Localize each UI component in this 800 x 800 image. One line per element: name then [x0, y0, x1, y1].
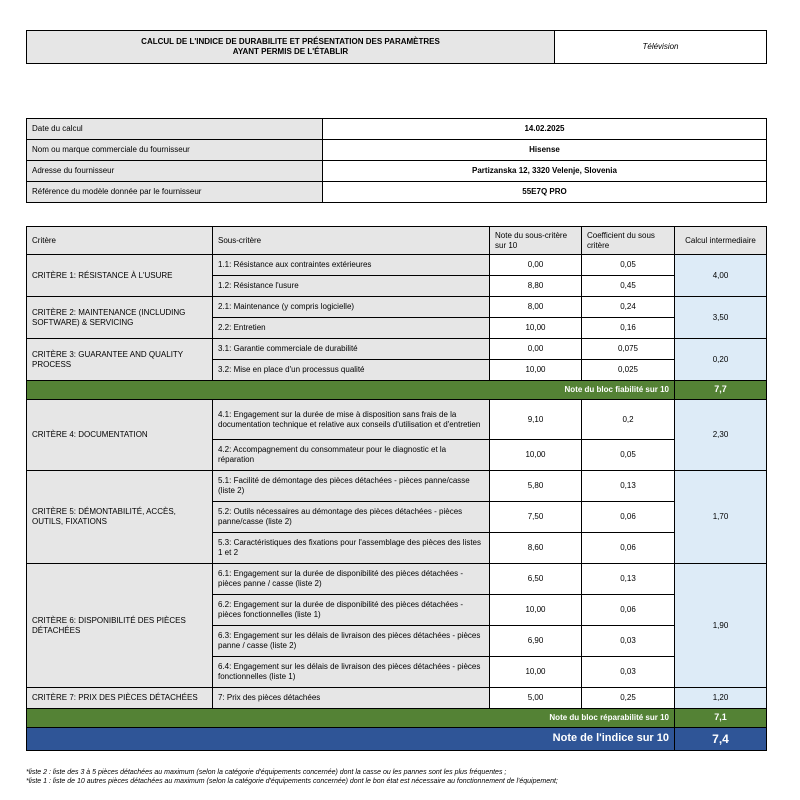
sub-criterion-note: 10,00 [490, 657, 582, 688]
header-calc: Calcul intermediaire [675, 227, 767, 255]
supplier-info-table [26, 118, 767, 203]
info-value: 14.02.2025 [323, 119, 767, 140]
sub-criterion-label: 2.2: Entretien [213, 318, 490, 339]
sub-criterion-note: 8,80 [490, 276, 582, 297]
table-row [27, 400, 767, 440]
bloc-reparabilite-value: 7,1 [675, 709, 767, 728]
sub-criterion-note: 10,00 [490, 318, 582, 339]
indice-label: Note de l'indice sur 10 [27, 728, 675, 751]
sub-criterion-coef: 0,25 [582, 688, 675, 709]
sub-criterion-note: 0,00 [490, 339, 582, 360]
info-row [27, 161, 767, 182]
indice-row [27, 728, 767, 751]
table-row [27, 471, 767, 502]
criteria-table [26, 226, 767, 751]
sub-criterion-note: 5,00 [490, 688, 582, 709]
sub-criterion-note: 0,00 [490, 255, 582, 276]
bloc-reparabilite-label: Note du bloc réparabilité sur 10 [27, 709, 675, 728]
sub-criterion-note: 9,10 [490, 400, 582, 440]
info-value: Partizanska 12, 3320 Velenje, Slovenia [323, 161, 767, 182]
footnote-liste-1: *liste 1 : liste de 10 autres pièces détachées au maximum (selon la catégorie d'équipements concernée) dont le bon état est nécessaire au fonctionnement de l'équipement; [26, 778, 558, 786]
table-header-row [27, 227, 767, 255]
sub-criterion-coef: 0,03 [582, 657, 675, 688]
sub-criterion-coef: 0,16 [582, 318, 675, 339]
header-critere: Critère [27, 227, 213, 255]
sub-criterion-coef: 0,06 [582, 595, 675, 626]
table-row [27, 297, 767, 318]
sub-criterion-note: 7,50 [490, 502, 582, 533]
sub-criterion-label: 1.2: Résistance l'usure [213, 276, 490, 297]
sub-criterion-label: 5.2: Outils nécessaires au démontage des pièces détachées - pièces panne/casse (liste 2) [213, 502, 490, 533]
info-label: Adresse du fournisseur [27, 161, 323, 182]
sub-criterion-label: 6.1: Engagement sur la durée de disponibilité des pièces détachées - pièces panne / casse (liste 2) [213, 564, 490, 595]
info-row [27, 140, 767, 161]
table-row [27, 255, 767, 276]
table-row [27, 564, 767, 595]
sub-criterion-coef: 0,2 [582, 400, 675, 440]
sub-criterion-label: 1.1: Résistance aux contraintes extérieures [213, 255, 490, 276]
bloc-reparabilite-row [27, 709, 767, 728]
criterion-3-name: CRITÈRE 3: GUARANTEE AND QUALITY PROCESS [27, 339, 213, 381]
title-line-1: CALCUL DE L'INDICE DE DURABILITE ET PRÉSENTATION DES PARAMÈTRES [141, 37, 440, 46]
info-value: 55E7Q PRO [323, 182, 767, 203]
info-value: Hisense [323, 140, 767, 161]
sub-criterion-note: 10,00 [490, 360, 582, 381]
criterion-7-name: CRITÈRE 7: PRIX DES PIÈCES DÉTACHÉES [27, 688, 213, 709]
sub-criterion-label: 5.1: Facilité de démontage des pièces détachées - pièces panne/casse (liste 2) [213, 471, 490, 502]
info-label: Référence du modèle donnée par le fournisseur [27, 182, 323, 203]
bloc-fiabilite-row [27, 381, 767, 400]
sub-criterion-coef: 0,06 [582, 533, 675, 564]
footnote-liste-2: *liste 2 : liste des 3 à 5 pièces détachées au maximum (selon la catégorie d'équipements concernée) dont la casse ou les pannes sont les plus fréquentes ; [26, 769, 507, 776]
sub-criterion-coef: 0,075 [582, 339, 675, 360]
table-row [27, 688, 767, 709]
sub-criterion-label: 4.1: Engagement sur la durée de mise à disposition sans frais de la documentation technique et relative aux conseils d'utilisation et d'entretien [213, 400, 490, 440]
sub-criterion-note: 6,50 [490, 564, 582, 595]
sub-criterion-coef: 0,025 [582, 360, 675, 381]
sub-criterion-note: 5,80 [490, 471, 582, 502]
sub-criterion-coef: 0,13 [582, 564, 675, 595]
sub-criterion-coef: 0,24 [582, 297, 675, 318]
criterion-6-name: CRITÈRE 6: DISPONIBILITÉ DES PIÈCES DÉTACHÉES [27, 564, 213, 688]
sub-criterion-note: 8,60 [490, 533, 582, 564]
title-line-2: AYANT PERMIS DE L'ÉTABLIR [232, 47, 349, 56]
criterion-2-calc: 3,50 [675, 297, 767, 339]
document-title [27, 31, 555, 64]
header-note: Note du sous-critère sur 10 [490, 227, 582, 255]
sub-criterion-coef: 0,03 [582, 626, 675, 657]
criterion-4-name: CRITÈRE 4: DOCUMENTATION [27, 400, 213, 471]
sub-criterion-label: 6.4: Engagement sur les délais de livraison des pièces détachées - pièces fonctionnelles (liste 1) [213, 657, 490, 688]
product-category: Télévision [555, 31, 767, 64]
sub-criterion-coef: 0,06 [582, 502, 675, 533]
info-row [27, 119, 767, 140]
sub-criterion-note: 10,00 [490, 440, 582, 471]
sub-criterion-label: 7: Prix des pièces détachées [213, 688, 490, 709]
sub-criterion-coef: 0,45 [582, 276, 675, 297]
sub-criterion-label: 5.3: Caractéristiques des fixations pour l'assemblage des pièces des listes 1 et 2 [213, 533, 490, 564]
sub-criterion-label: 4.2: Accompagnement du consommateur pour le diagnostic et la réparation [213, 440, 490, 471]
sub-criterion-label: 6.3: Engagement sur les délais de livraison des pièces détachées - pièces panne / casse (liste 2) [213, 626, 490, 657]
criterion-6-calc: 1,90 [675, 564, 767, 688]
bloc-fiabilite-label: Note du bloc fiabilité sur 10 [27, 381, 675, 400]
header-coef: Coefficient du sous critère [582, 227, 675, 255]
criterion-4-calc: 2,30 [675, 400, 767, 471]
criterion-2-name: CRITÈRE 2: MAINTENANCE (INCLUDING SOFTWARE) & SERVICING [27, 297, 213, 339]
criterion-3-calc: 0,20 [675, 339, 767, 381]
sub-criterion-label: 3.2: Mise en place d'un processus qualité [213, 360, 490, 381]
criterion-1-calc: 4,00 [675, 255, 767, 297]
sub-criterion-note: 10,00 [490, 595, 582, 626]
info-label: Date du calcul [27, 119, 323, 140]
sub-criterion-coef: 0,05 [582, 255, 675, 276]
sub-criterion-label: 6.2: Engagement sur la durée de disponibilité des pièces détachées - pièces fonctionnelles (liste 1) [213, 595, 490, 626]
criterion-7-calc: 1,20 [675, 688, 767, 709]
bloc-fiabilite-value: 7,7 [675, 381, 767, 400]
info-row [27, 182, 767, 203]
sub-criterion-note: 8,00 [490, 297, 582, 318]
info-label: Nom ou marque commerciale du fournisseur [27, 140, 323, 161]
criterion-1-name: CRITÈRE 1: RÉSISTANCE À L'USURE [27, 255, 213, 297]
indice-value: 7,4 [675, 728, 767, 751]
footnotes [26, 768, 786, 787]
criterion-5-calc: 1,70 [675, 471, 767, 564]
sub-criterion-coef: 0,05 [582, 440, 675, 471]
sub-criterion-label: 3.1: Garantie commerciale de durabilité [213, 339, 490, 360]
header-table [26, 30, 767, 64]
sub-criterion-label: 2.1: Maintenance (y compris logicielle) [213, 297, 490, 318]
criterion-5-name: CRITÈRE 5: DÉMONTABILITÉ, ACCÈS, OUTILS, FIXATIONS [27, 471, 213, 564]
sub-criterion-coef: 0,13 [582, 471, 675, 502]
sub-criterion-note: 6,90 [490, 626, 582, 657]
table-row [27, 339, 767, 360]
header-sous-critere: Sous-critère [213, 227, 490, 255]
